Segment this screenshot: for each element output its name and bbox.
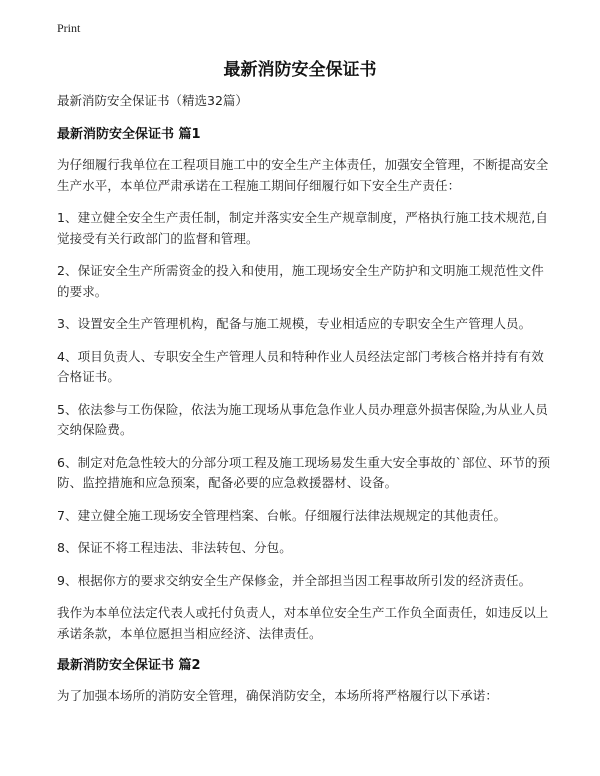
paragraph: 6、制定对危急性较大的分部分项工程及施工现场易发生重大安全事故的`部位、环节的预防、监控措施和应急预案，配备必要的应急救援器材、设备。	[57, 454, 551, 490]
document-body	[57, 91, 553, 719]
paragraph: 8、保证不将工程违法、非法转包、分包。	[57, 540, 292, 555]
paragraph: 为了加强本场所的消防安全管理，确保消防安全，本场所将严格履行以下承诺：	[57, 688, 499, 703]
paragraph: 5、依法参与工伤保险，依法为施工现场从事危急作业人员办理意外损害保险,为从业人员交纳保险费。	[57, 401, 548, 437]
print-link[interactable]: Print	[57, 21, 81, 35]
paragraph: 3、设置安全生产管理机构，配备与施工规模，专业相适应的专职安全生产管理人员。	[57, 316, 532, 331]
paragraph: 7、建立健全施工现场安全管理档案、台帐。仔细履行法律法规规定的其他责任。	[57, 507, 507, 523]
section-heading-2: 最新消防安全保证书 篇2	[57, 658, 201, 673]
paragraph: 4、项目负责人、专职安全生产管理人员和特种作业人员经法定部门考核合格并持有有效合格证书。	[57, 348, 544, 384]
paragraph: 1、建立健全安全生产责任制，制定并落实安全生产规章制度，严格执行施工技术规范,自觉接受有关行政部门的监督和管理。	[57, 210, 548, 246]
document-title: 最新消防安全保证书	[223, 60, 377, 80]
paragraph: 9、根据你方的要求交纳安全生产保修金，并全部担当因工程事故所引发的经济责任。	[57, 572, 532, 588]
paragraph: 2、保证安全生产所需资金的投入和使用，施工现场安全生产防护和文明施工规范性文件的要求。	[57, 263, 544, 299]
document-subtitle: 最新消防安全保证书（精选32篇）	[57, 93, 248, 108]
paragraph: 为仔细履行我单位在工程项目施工中的安全生产主体责任，加强安全管理，不断提高安全生产水平，本单位严肃承诺在工程施工期间仔细履行如下安全生产责任：	[57, 157, 549, 193]
section-heading-1: 最新消防安全保证书 篇1	[57, 127, 201, 142]
paragraph: 我作为本单位法定代表人或托付负责人，对本单位安全生产工作负全面责任，如违反以上承诺条款，本单位愿担当相应经济、法律责任。	[57, 605, 549, 641]
